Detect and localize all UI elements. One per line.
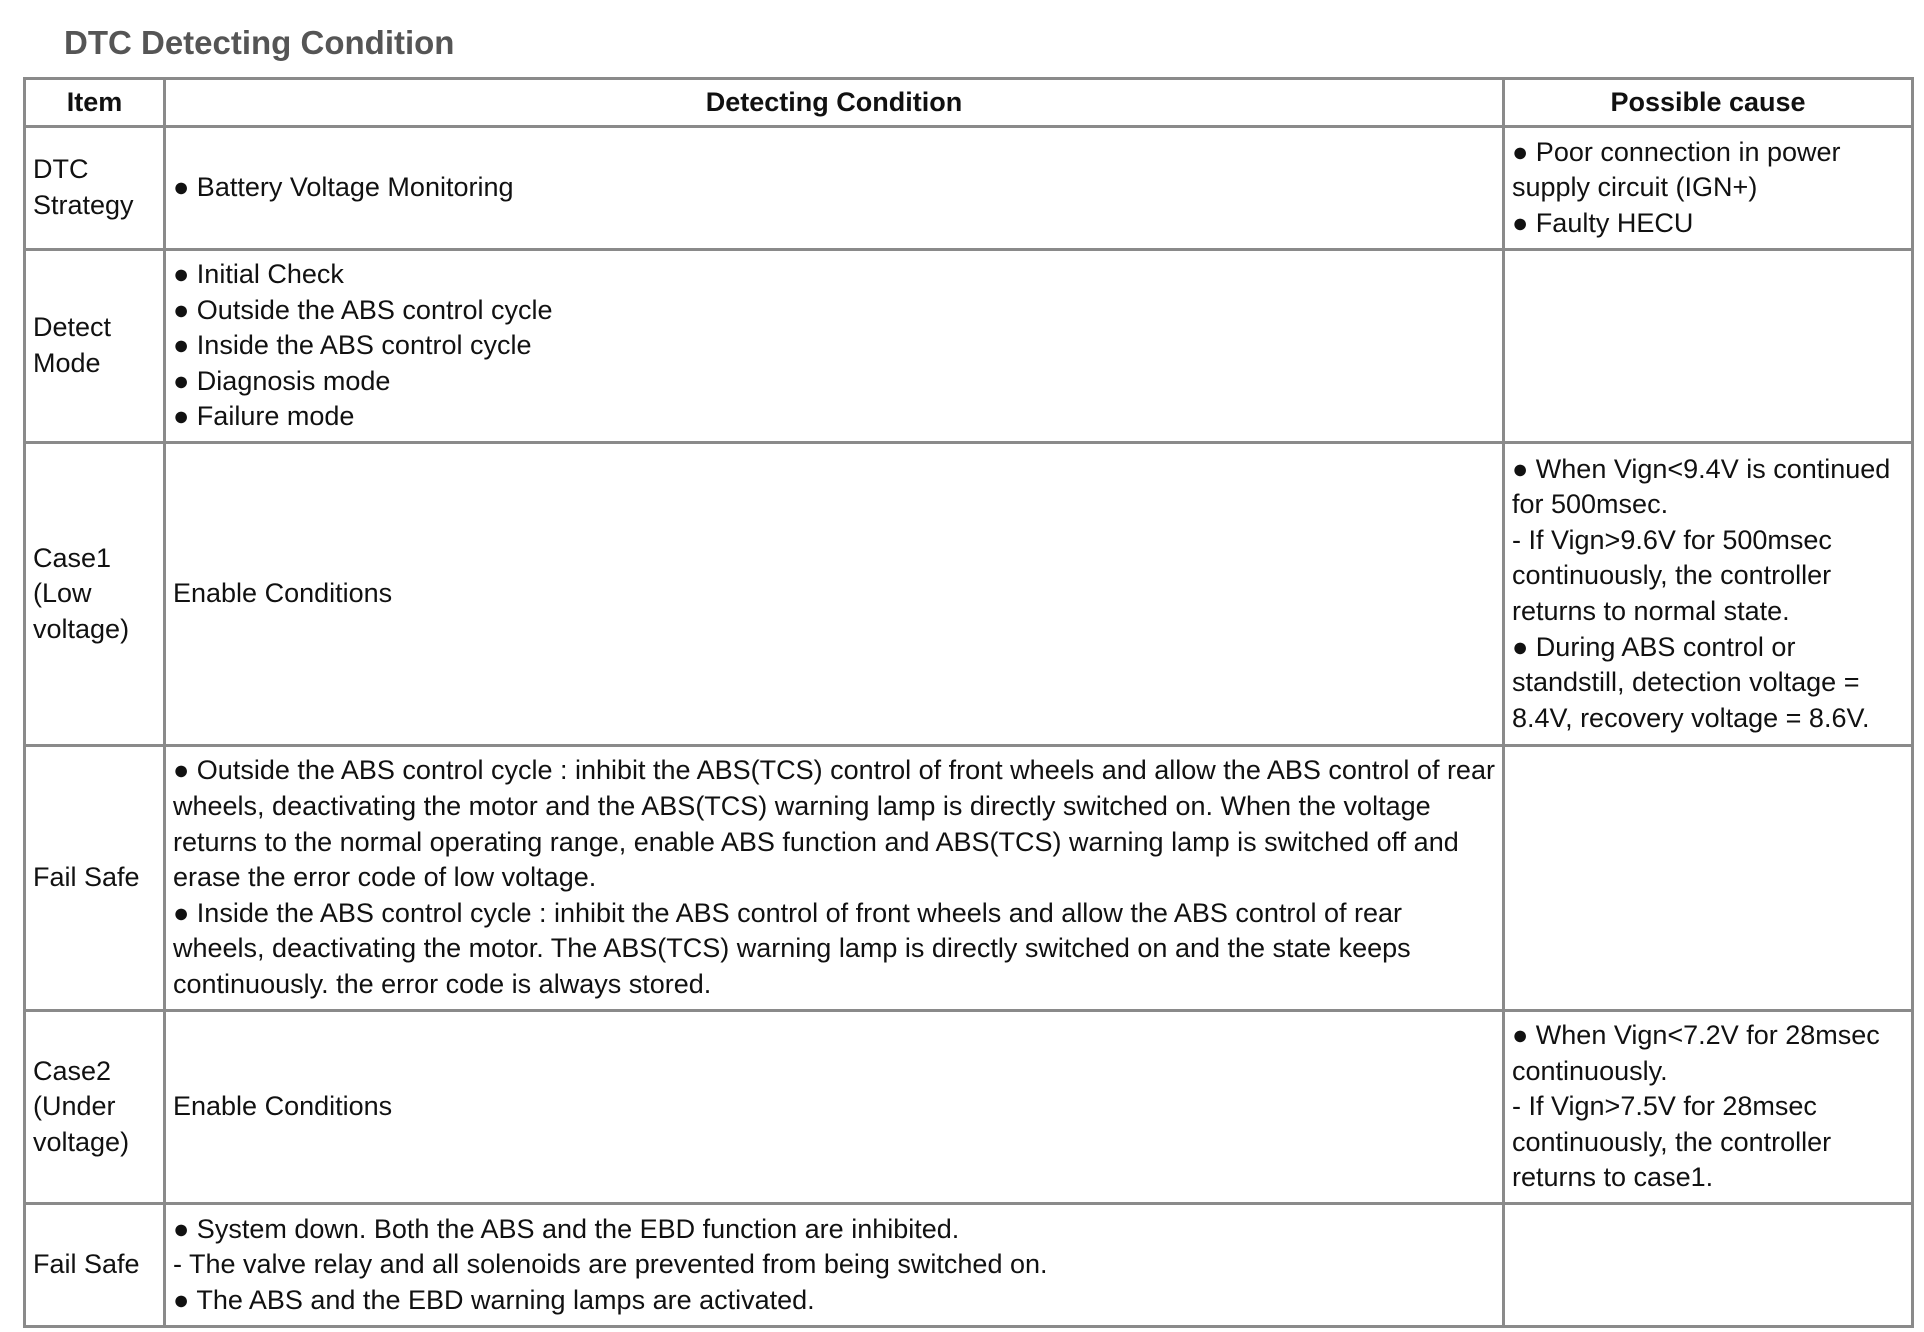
- cell-line: ● Poor connection in power supply circuit (IGN+): [1512, 136, 1841, 203]
- table-row: [25, 1011, 1913, 1204]
- cell-line: - If Vign>9.6V for 500msec continuously, the controller returns to normal state.: [1512, 524, 1832, 626]
- cell-line: ● Faulty HECU: [1512, 207, 1694, 238]
- cell-line: voltage): [33, 613, 130, 644]
- cell-line: Strategy: [33, 190, 134, 220]
- cell-line: - The valve relay and all solenoids are prevented from being switched on.: [173, 1249, 1048, 1280]
- cell-line: - If Vign>7.5V for 28msec continuously, the controller returns to case1.: [1512, 1091, 1832, 1193]
- cell-line: ● When Vign<7.2V for 28msec continuously.: [1512, 1020, 1880, 1086]
- table-row: [25, 746, 1913, 1011]
- cell-line: (Low: [33, 578, 92, 609]
- cell-item: [25, 443, 165, 746]
- table-row: [25, 127, 1913, 250]
- cell-possible-cause: [1504, 443, 1913, 746]
- cell-item: [25, 746, 165, 1011]
- cell-line: Mode: [33, 348, 101, 378]
- cell-line: ● When Vign<9.4V is continued for 500msec.: [1512, 453, 1891, 520]
- cell-line: ● Diagnosis mode: [173, 365, 391, 396]
- header-possible-cause: Possible cause: [1504, 79, 1913, 127]
- cell-possible-cause: [1504, 1011, 1913, 1204]
- cell-detecting-condition: [165, 250, 1504, 443]
- table-row: [25, 443, 1913, 746]
- cell-line: voltage): [33, 1126, 130, 1157]
- header-detecting-condition: Detecting Condition: [165, 79, 1504, 127]
- cell-line: ● Outside the ABS control cycle: [173, 294, 553, 325]
- table-header-row: [25, 79, 1913, 127]
- cell-line: ● Inside the ABS control cycle: [173, 330, 532, 361]
- cell-item: [25, 1011, 165, 1204]
- cell-detecting-condition: [165, 127, 1504, 250]
- cell-possible-cause: [1504, 1204, 1913, 1327]
- cell-line: DTC: [33, 154, 89, 185]
- page-title: DTC Detecting Condition: [64, 24, 455, 61]
- cell-line: Enable Conditions: [173, 1091, 393, 1122]
- cell-line: ● Failure mode: [173, 401, 355, 432]
- cell-line: Case2: [33, 1055, 112, 1086]
- cell-detecting-condition: [165, 1204, 1504, 1327]
- cell-line: ● The ABS and the EBD warning lamps are activated.: [173, 1284, 815, 1315]
- cell-item: [25, 250, 165, 443]
- cell-detecting-condition: [165, 1011, 1504, 1204]
- cell-detecting-condition: [165, 443, 1504, 746]
- header-item: Item: [25, 79, 165, 127]
- cell-line: (Under: [33, 1091, 116, 1122]
- cell-item: [25, 1204, 165, 1327]
- cell-line: Detect: [33, 312, 112, 343]
- cell-line: Fail Safe: [33, 1249, 140, 1280]
- cell-line: ● Inside the ABS control cycle : inhibit the ABS control of front wheels and allow the ABS control of rear wheels, deactivating the motor. The ABS(TCS) warning lamp is directly switched on and the state keeps continuously. the error code is always stored.: [173, 897, 1411, 999]
- cell-possible-cause: [1504, 250, 1913, 443]
- cell-possible-cause: [1504, 127, 1913, 250]
- table-row: [25, 250, 1913, 443]
- cell-line: Case1: [33, 542, 112, 573]
- cell-possible-cause: [1504, 746, 1913, 1011]
- dtc-condition-table: [23, 77, 1914, 1328]
- cell-line: ● During ABS control or standstill, detection voltage = 8.4V, recovery voltage = 8.6V.: [1512, 631, 1870, 733]
- cell-line: ● System down. Both the ABS and the EBD function are inhibited.: [173, 1213, 960, 1244]
- cell-item: [25, 127, 165, 250]
- cell-line: Fail Safe: [33, 862, 140, 893]
- cell-line: Enable Conditions: [173, 578, 393, 609]
- cell-detecting-condition: [165, 746, 1504, 1011]
- cell-line: ● Outside the ABS control cycle : inhibit the ABS(TCS) control of front wheels and allow the ABS control of rear wheels, deactivating the motor and the ABS(TCS) warning lamp is directly switched on. When the voltage returns to the normal operating range, enable ABS function and ABS(TCS) warning lamp is switched off and erase the error code of low voltage.: [173, 755, 1495, 893]
- cell-line: ● Battery Voltage Monitoring: [173, 172, 514, 203]
- table-row: [25, 1204, 1913, 1327]
- cell-line: ● Initial Check: [173, 259, 344, 290]
